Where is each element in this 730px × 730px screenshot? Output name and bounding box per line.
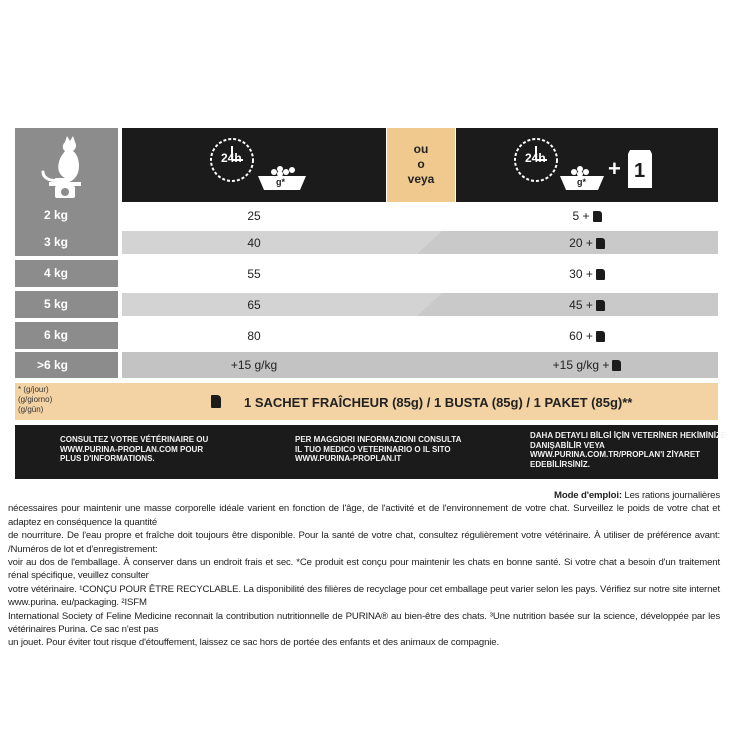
dry-ration: 40 bbox=[247, 235, 261, 250]
info-line: DAHA DETAYLI BİLGİ İÇİN VETERİNER HEKİMİNİZE bbox=[530, 431, 727, 440]
or-fr: ou bbox=[413, 142, 429, 156]
weight-label: 5 kg bbox=[15, 291, 118, 318]
info-line: IL TUO MEDICO VETERINARIO O IL SITO bbox=[295, 444, 451, 454]
info-fr bbox=[60, 435, 208, 464]
body-line: nécessaires pour maintenir une masse corporelle idéale varient en fonction de l'âge, de l'activité et de l'environnement de votre chat. Surveillez le poids de votre chat et adaptez en conséquence la quantité bbox=[8, 503, 720, 528]
info-line: PLUS D'INFORMATIONS. bbox=[60, 454, 155, 463]
info-line: PER MAGGIORI INFORMAZIONI CONSULTA bbox=[295, 435, 462, 444]
footnote-line: (g/giorno) bbox=[18, 395, 53, 404]
mixed-ration-value: +15 g/kg + bbox=[552, 358, 610, 372]
mixed-ration bbox=[456, 295, 718, 315]
info-line: WWW.PURINA-PROPLAN.COM POUR bbox=[60, 444, 204, 454]
instructions-text bbox=[8, 489, 720, 650]
sachet-icon bbox=[211, 395, 221, 408]
sachet-icon bbox=[596, 331, 605, 342]
unit-g-label-2: g* bbox=[577, 177, 586, 187]
weight-label: 3 kg bbox=[15, 229, 118, 256]
mixed-ration-value: 30 + bbox=[569, 266, 593, 281]
info-tr bbox=[530, 431, 726, 469]
body-line: votre vétérinaire. bbox=[8, 583, 80, 595]
mixed-ration bbox=[456, 355, 718, 375]
header-mixed-food bbox=[456, 128, 718, 202]
info-line: WWW.PURINA.COM.TR/PROPLAN'I ZİYARET bbox=[530, 450, 701, 459]
mode-title: Mode d'emploi: bbox=[554, 490, 622, 501]
sachet-count: 1 bbox=[634, 160, 646, 182]
unit-g-label: g* bbox=[276, 177, 285, 187]
mixed-ration-value: 60 + bbox=[569, 328, 593, 343]
or-it: o bbox=[417, 157, 425, 171]
sachet-icon bbox=[593, 211, 602, 222]
body-line: La disponibilité des filières de recyclage pour cet emballage peut varier selon les pays. Vérifiez sur notre site internet www.purina. eu/packaging. ²ISFM bbox=[8, 583, 720, 609]
body-line: de nourriture. De l'eau propre et fraîche doit toujours être disponible. Pour la santé de votre chat, consultez régulièrement votre vétérinaire. À utiliser de préférence avant: /Numéros de lot et d'enregistrement: bbox=[8, 530, 720, 555]
mixed-ration bbox=[456, 206, 718, 226]
body-line: un jouet. Pour éviter tout risque d'étouffement, laissez ce sac hors de portée des enfants et des animaux de compagnie. bbox=[8, 637, 499, 649]
info-line: DANIŞABİLİR VEYA bbox=[530, 440, 605, 450]
body-line: voir au dos de l'emballage. À conserver dans un endroit frais et sec. *Ce produit est conçu pour maintenir les chats en bonne santé. Si votre chat a besoin d'un traitement rénal spécifique, veuillez consulter bbox=[8, 557, 720, 582]
sachet-icon bbox=[612, 360, 621, 371]
cat-on-scale-icon bbox=[15, 128, 118, 202]
sachet-icon bbox=[596, 238, 605, 249]
dry-ration: +15 g/kg bbox=[230, 358, 278, 372]
unit-footnote bbox=[18, 385, 52, 415]
weight-label: 2 kg bbox=[15, 202, 118, 229]
info-line: WWW.PURINA-PROPLAN.IT bbox=[295, 454, 402, 463]
dry-ration: 25 bbox=[247, 208, 261, 223]
or-tr: veya bbox=[407, 172, 435, 186]
dry-ration: 65 bbox=[247, 297, 261, 312]
mixed-ration-value: 5 + bbox=[572, 208, 590, 223]
sachet-icon bbox=[596, 269, 605, 280]
header-cat-cell bbox=[15, 128, 118, 202]
body-line: International Society of Feline Medicine reconnait la contribution nutritionnelle de PURINA® au bien-être des chats. ³Une nutrition basée sur la science, développée par les vétérinaires Purina. Ce sac n'est pas bbox=[8, 610, 720, 636]
mixed-ration-value: 45 + bbox=[569, 297, 593, 312]
weight-label: 6 kg bbox=[15, 322, 118, 349]
icon-24h-label: 24h bbox=[221, 151, 242, 165]
mixed-ration bbox=[456, 264, 718, 284]
body-line: Les rations journalières bbox=[624, 490, 720, 501]
weight-label: >6 kg bbox=[15, 352, 118, 378]
dry-ration: 55 bbox=[247, 266, 261, 281]
recycle-note: ¹CONÇU POUR ÊTRE RECYCLABLE. bbox=[79, 583, 241, 595]
icon-24h-label-2: 24h bbox=[525, 151, 546, 165]
header-dry-food bbox=[122, 128, 386, 202]
clock-bowl-icon bbox=[122, 128, 386, 202]
dry-ration: 80 bbox=[247, 328, 261, 343]
info-line: CONSULTEZ VOTRE VÉTÉRINAIRE OU bbox=[60, 435, 209, 444]
mixed-ration-value: 20 + bbox=[569, 235, 593, 250]
header-or-cell bbox=[387, 128, 455, 202]
weight-label: 4 kg bbox=[15, 260, 118, 287]
info-line: EDEBİLİRSİNİZ. bbox=[530, 459, 591, 469]
footnote-line: (g/gün) bbox=[18, 405, 44, 414]
mixed-ration bbox=[456, 233, 718, 253]
mixed-ration bbox=[456, 326, 718, 346]
sachet-icon bbox=[596, 300, 605, 311]
footnote-line: * (g/jour) bbox=[18, 385, 49, 394]
info-it bbox=[295, 435, 461, 464]
sachet-text: 1 SACHET FRAÎCHEUR (85g) / 1 BUSTA (85g) / 1 PAKET (85g)** bbox=[244, 395, 633, 410]
plus-sign: + bbox=[608, 156, 621, 181]
clock-bowl-sachet-icon bbox=[456, 128, 718, 202]
